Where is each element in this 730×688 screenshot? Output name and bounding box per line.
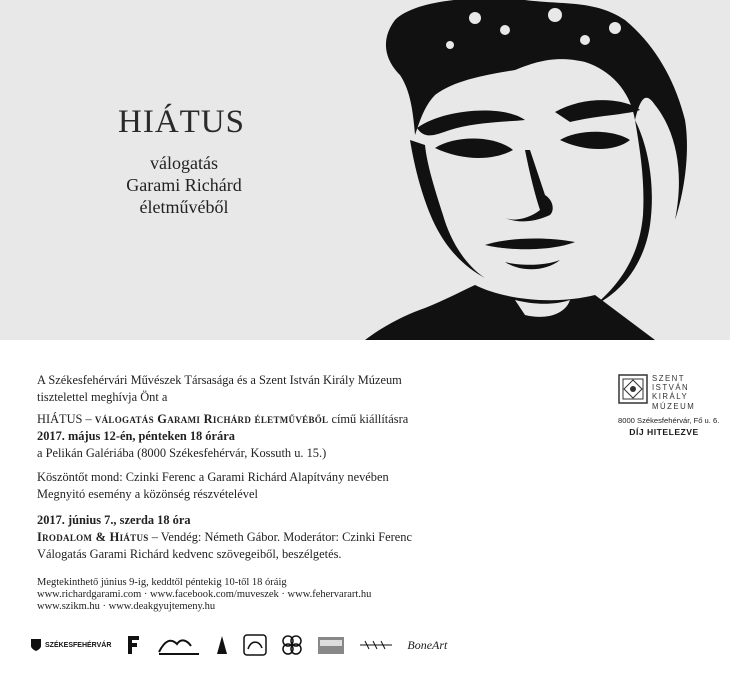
exhibition-line	[37, 411, 412, 428]
festival-logo-icon	[157, 634, 201, 656]
event2-line	[37, 529, 412, 546]
pharos-logo-icon	[125, 634, 143, 656]
exhibition-subtitle: válogatás Garami Richárd életművéből	[94, 412, 329, 426]
knot-logo-icon	[281, 634, 303, 656]
subtitle-line: Garami Richárd	[126, 175, 242, 195]
event2-description: Válogatás Garami Richárd kedvenc szövegeiből, beszélgetés.	[37, 547, 342, 561]
opening-hours: Megtekinthető június 9-ig, keddtől péntekig 10-től 18 óráig	[37, 577, 287, 588]
poster-title: HIÁTUS	[118, 104, 245, 140]
museum-name-line: MÚZEUM	[652, 401, 696, 411]
museum-emblem-icon	[618, 374, 648, 404]
subtitle-line: válogatás	[150, 153, 218, 173]
subtitle-line: életművéből	[139, 197, 229, 217]
gallery-logo-icon	[317, 634, 345, 656]
event2-title: Irodalom & Hiátus	[37, 530, 149, 544]
ornament-logo-icon	[359, 638, 393, 652]
venue: a Pelikán Galériába (8000 Székesfehérvár, Kossuth u. 15.)	[37, 446, 327, 460]
pelikan-logo-icon	[243, 634, 267, 656]
museum-logo-block	[618, 374, 720, 437]
footer-info	[37, 577, 371, 613]
portrait-image	[355, 0, 730, 340]
museum-name-line: SZENT	[652, 374, 686, 383]
intro-line: A Székesfehérvári Művészek Társasága és a Szent István Király Múzeum	[37, 373, 402, 387]
city-crest-icon	[30, 638, 42, 652]
opening-date: 2017. május 12-én, pénteken 18 órára	[37, 429, 235, 443]
exhibition-title: HIÁTUS	[37, 412, 83, 426]
web-links[interactable]: www.richardgarami.com · www.facebook.com/muveszek · www.fehervarart.hu	[37, 589, 372, 600]
intro-line: tisztelettel meghívja Önt a	[37, 390, 168, 404]
speech-line: Köszöntőt mond: Czinki Ferenc a Garami Richárd Alapítvány nevében	[37, 470, 389, 484]
web-links[interactable]: www.szikm.hu · www.deakgyujtemeny.hu	[37, 601, 216, 612]
museum-name	[652, 374, 695, 411]
speech-line: Megnyitó esemény a közönség részvételével	[37, 487, 258, 501]
accreditation-label: DÍJ HITELEZVE	[629, 426, 699, 437]
invitation-block	[37, 372, 412, 563]
exhibition-suffix: című kiállításra	[328, 412, 409, 426]
event2-details: – Vendég: Németh Gábor. Moderátor: Czinki Ferenc	[148, 530, 412, 544]
sponsor-bonart: BoneArt	[407, 637, 448, 652]
bird-logo-icon	[215, 634, 229, 656]
event2-date: 2017. június 7., szerda 18 óra	[37, 513, 191, 527]
sponsor-label: SZÉKESFEHÉRVÁR	[45, 641, 112, 649]
poster-subtitle	[98, 152, 270, 218]
sponsor-logos	[30, 628, 500, 662]
exhibition-dash: –	[82, 412, 95, 426]
museum-name-line: ISTVÁN	[652, 383, 690, 393]
museum-name-line: KIRÁLY	[652, 392, 689, 402]
museum-address: 8000 Székesfehérvár, Fő u. 6.	[618, 415, 720, 425]
poster-header	[0, 0, 730, 340]
sponsor-szekesfehervar	[30, 638, 111, 652]
